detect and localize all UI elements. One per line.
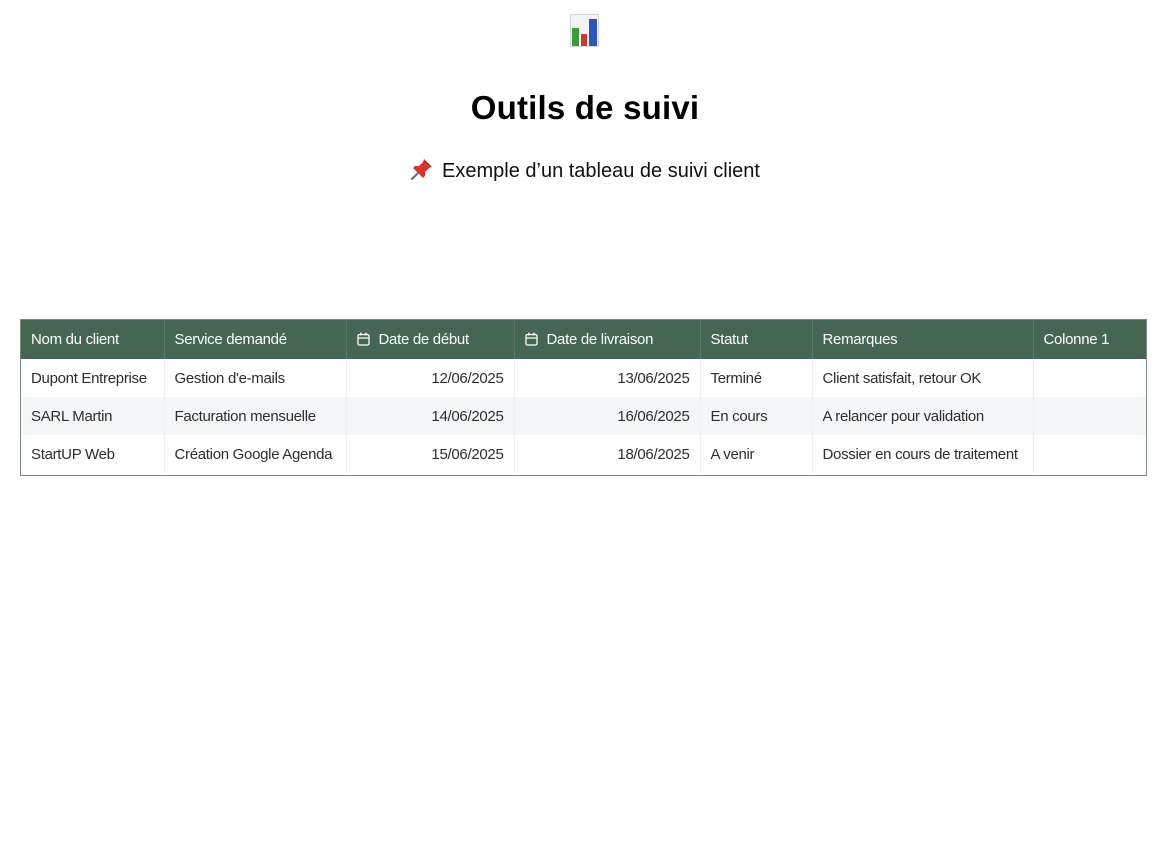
cell-start-date[interactable]: 12/06/2025 xyxy=(346,359,514,397)
bar-chart-icon xyxy=(570,14,600,48)
column-header-label: Date de début xyxy=(378,331,469,348)
subtitle-text: Exemple d’un tableau de suivi client xyxy=(442,160,760,182)
cell-service[interactable]: Facturation mensuelle xyxy=(164,397,346,435)
cell-notes[interactable]: Client satisfait, retour OK xyxy=(812,359,1033,397)
calendar-icon xyxy=(357,332,370,346)
column-header-client[interactable]: Nom du client xyxy=(21,320,164,359)
cell-col1[interactable] xyxy=(1033,397,1146,435)
cell-notes[interactable]: Dossier en cours de traitement xyxy=(812,435,1033,473)
cell-status[interactable]: En cours xyxy=(700,397,812,435)
table-row xyxy=(21,359,1146,397)
cell-col1[interactable] xyxy=(1033,359,1146,397)
cell-notes[interactable]: A relancer pour validation xyxy=(812,397,1033,435)
column-header-start-date[interactable] xyxy=(346,320,514,359)
cell-delivery-date[interactable]: 13/06/2025 xyxy=(514,359,700,397)
page-title: Outils de suivi xyxy=(470,89,700,126)
cell-client[interactable]: SARL Martin xyxy=(21,397,164,435)
cell-service[interactable]: Gestion d'e-mails xyxy=(164,359,346,397)
column-header-delivery-date[interactable] xyxy=(514,320,700,359)
column-header-status[interactable]: Statut xyxy=(700,320,812,359)
cell-delivery-date[interactable]: 16/06/2025 xyxy=(514,397,700,435)
cell-client[interactable]: Dupont Entreprise xyxy=(21,359,164,397)
table-row xyxy=(21,435,1146,473)
cell-status[interactable]: A venir xyxy=(700,435,812,473)
client-tracking-table xyxy=(20,319,1147,476)
pushpin-icon xyxy=(410,157,434,181)
calendar-icon xyxy=(525,332,538,346)
cell-client[interactable]: StartUP Web xyxy=(21,435,164,473)
column-header-notes[interactable]: Remarques xyxy=(812,320,1033,359)
cell-col1[interactable] xyxy=(1033,435,1146,473)
cell-delivery-date[interactable]: 18/06/2025 xyxy=(514,435,700,473)
column-header-col1[interactable]: Colonne 1 xyxy=(1043,331,1110,348)
cell-service[interactable]: Création Google Agenda xyxy=(164,435,346,473)
cell-start-date[interactable]: 15/06/2025 xyxy=(346,435,514,473)
table-header-row xyxy=(21,320,1146,359)
cell-start-date[interactable]: 14/06/2025 xyxy=(346,397,514,435)
column-header-label: Date de livraison xyxy=(546,331,654,348)
column-header-service[interactable]: Service demandé xyxy=(164,320,346,359)
cell-status[interactable]: Terminé xyxy=(700,359,812,397)
subtitle xyxy=(0,157,1170,183)
table-row xyxy=(21,397,1146,435)
